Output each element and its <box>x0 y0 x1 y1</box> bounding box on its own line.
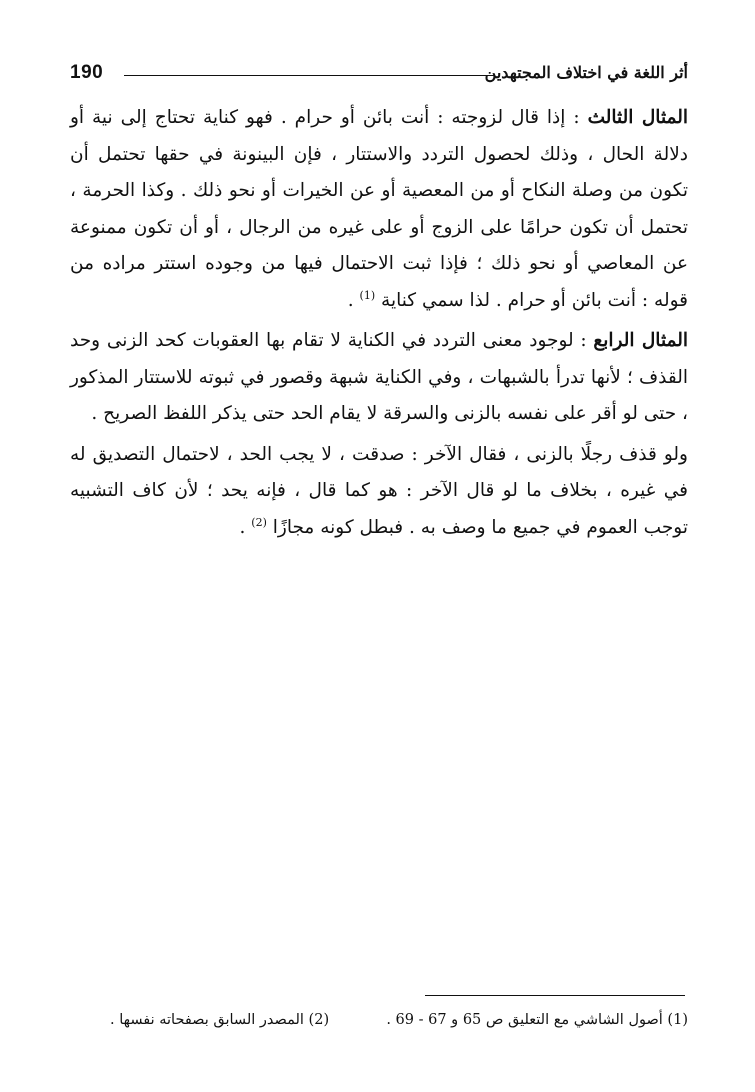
paragraph-qadhf <box>70 437 688 547</box>
footnote-reference[interactable]: (1) <box>359 288 376 302</box>
paragraph-example-four <box>70 323 688 433</box>
paragraph-text: : إذا قال لزوجته : أنت بائن أو حرام . فهو كناية تحتاج إلى نية أو دلالة الحال ، وذلك لحصول التردد والاستتار ، فإن البينونة في حقها تحتمل أن تكون من وصلة النكاح أو من المعصية أو عن الخيرات أو نحو ذلك . وكذا الحرمة ، تحتمل أن تكون حرامًا على الزوج أو على غيره من الرجال ، أو أن تكون ممنوعة عن المعاصي أو نحو ذلك ؛ فإذا ثبت الاحتمال فيها من وجوده استتر مراده من قوله : أنت بائن أو حرام . لذا سمي كناية <box>70 107 688 311</box>
paragraph-lead: المثال الثالث <box>587 107 688 128</box>
footnote-1: (1) أصول الشاشي مع التعليق ص 65 و 67 - 69 . <box>386 1012 688 1028</box>
footnote-rule <box>425 995 685 996</box>
header-rule <box>124 75 494 76</box>
page-header <box>70 62 688 90</box>
footnote-2: (2) المصدر السابق بصفحاته نفسها . <box>110 1012 330 1028</box>
page-number: 190 <box>70 62 104 83</box>
running-title: أثر اللغة في اختلاف المجتهدين <box>484 63 688 82</box>
paragraph-text: ولو قذف رجلًا بالزنى ، فقال الآخر : صدقت ، لا يجب الحد ، لاحتمال التصديق له في غيره ، بخلاف ما لو قال الآخر : هو كما قال ، فإنه يحد ؛ لأن كاف التشبيه توجب العموم في جميع ما وصف به . فبطل كونه مجازًا <box>70 443 688 538</box>
footnote-reference[interactable]: (2) <box>251 515 267 529</box>
paragraph-lead: المثال الرابع <box>593 330 688 351</box>
footnotes <box>110 1012 688 1038</box>
paragraph-tail: . <box>239 516 252 538</box>
paragraph-text: : لوجود معنى التردد في الكناية لا تقام بها العقوبات كحد الزنى وحد القذف ؛ لأنها تدرأ بالشبهات ، وفي الكناية شبهة وقصور في ثبوته للاستتار المذكور ، حتى لو أقر على نفسه بالزنى والسرقة لا يقام الحد حتى يذكر اللفظ الصريح . <box>70 330 688 424</box>
body-text <box>70 100 688 546</box>
paragraph-tail: . <box>347 289 360 311</box>
paragraph-example-three <box>70 100 688 319</box>
